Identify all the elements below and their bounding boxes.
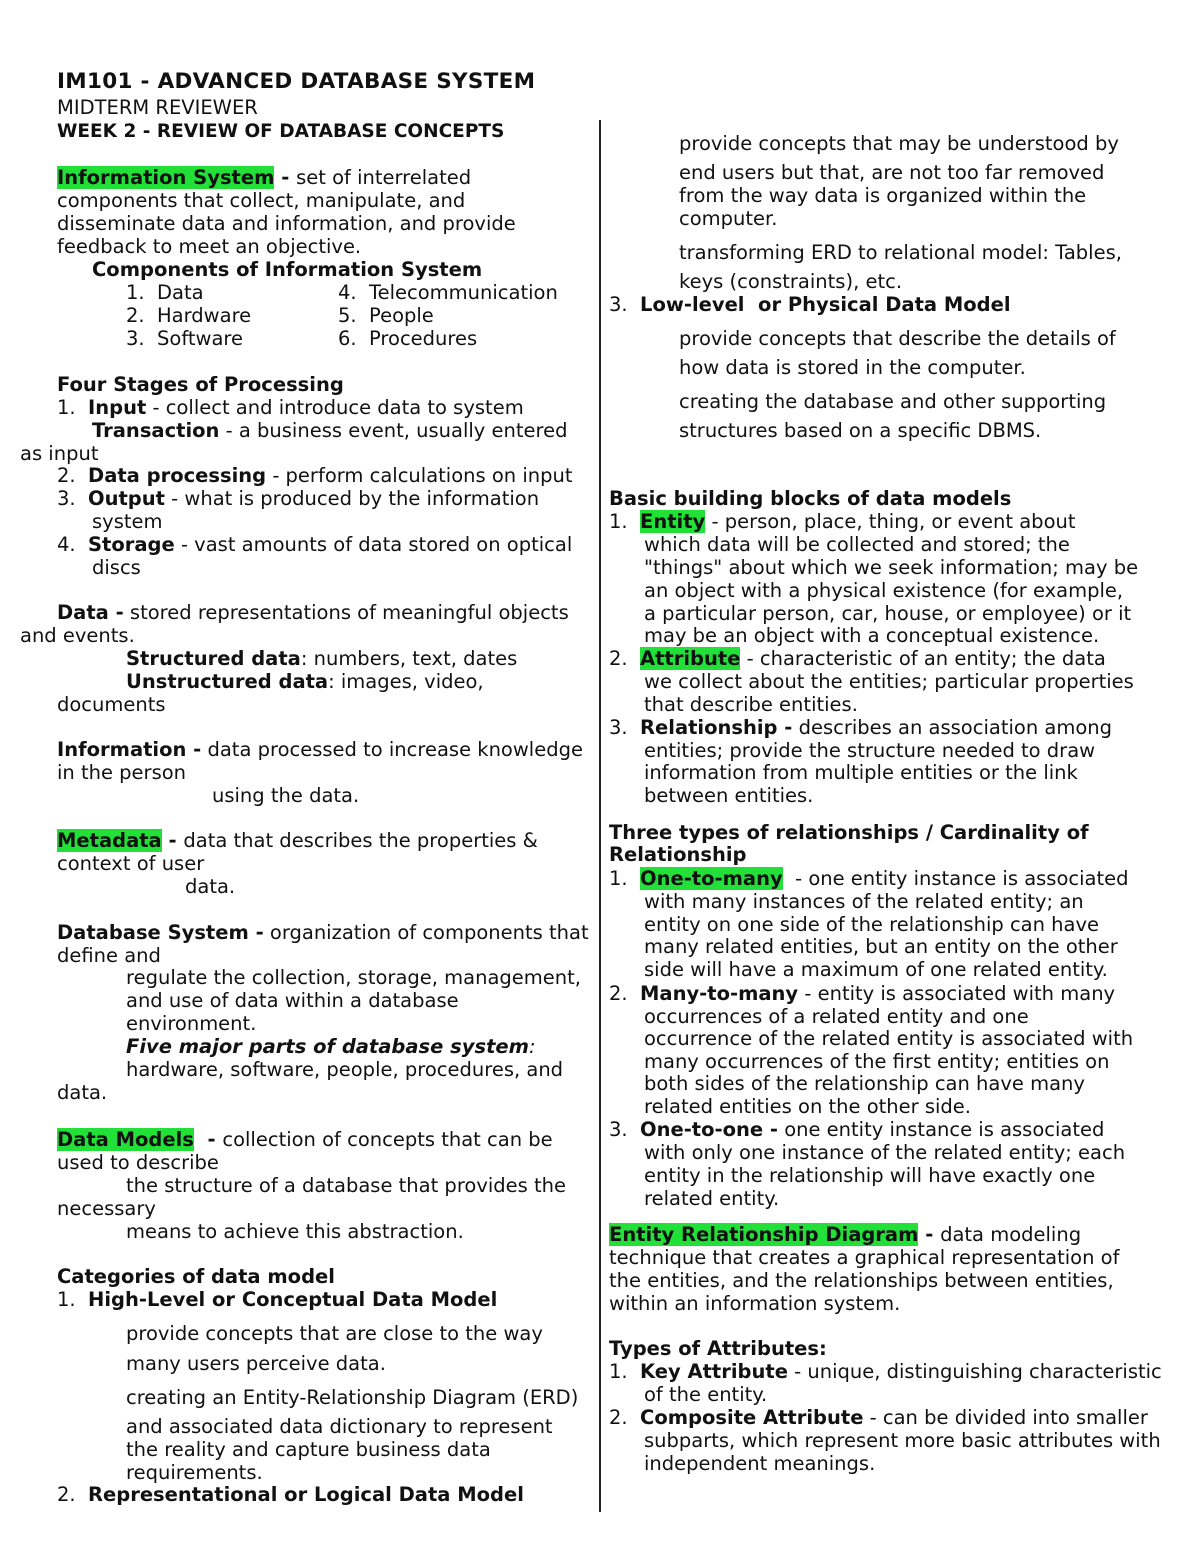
many-to-many-def-cont: both sides of the relationship can have many bbox=[644, 1072, 1085, 1095]
stage-transaction: Transaction - a business event, usually entered bbox=[92, 419, 568, 442]
data-models-term: Data Models bbox=[57, 1128, 194, 1151]
logical-line6: keys (constraints), etc. bbox=[679, 270, 903, 293]
logical-line5: transforming ERD to relational model: Tables, bbox=[679, 241, 1122, 264]
physical-line2: how data is stored in the computer. bbox=[679, 356, 1026, 379]
component-item: 5. People bbox=[338, 304, 434, 327]
conceptual-line5: the reality and capture business data bbox=[126, 1438, 491, 1461]
erd-def: Entity Relationship Diagram - data modeling bbox=[609, 1223, 1082, 1246]
category-conceptual: 1. High-Level or Conceptual Data Model bbox=[57, 1288, 498, 1311]
one-to-one-def-cont: related entity. bbox=[644, 1187, 780, 1210]
information-def-cont2: using the data. bbox=[212, 784, 360, 807]
metadata-def: Metadata - data that describes the properties & bbox=[57, 829, 538, 852]
database-system-def-cont4: environment. bbox=[126, 1012, 257, 1035]
entity-def-cont: may be an object with a conceptual existence. bbox=[644, 624, 1100, 647]
relationship-def-cont: entities; provide the structure needed to draw bbox=[644, 739, 1096, 762]
entity-term: Entity bbox=[640, 510, 706, 533]
conceptual-line6: requirements. bbox=[126, 1461, 263, 1484]
stage-input: 1. Input - collect and introduce data to system bbox=[57, 396, 524, 419]
one-to-many-term: One-to-many bbox=[640, 867, 783, 890]
info-system-line1: Information System - set of interrelated bbox=[57, 166, 472, 189]
relationship-def: 3. Relationship - describes an association among bbox=[609, 716, 1112, 739]
composite-attribute-def: 2. Composite Attribute - can be divided into smaller bbox=[609, 1406, 1148, 1429]
information-def: Information - data processed to increase knowledge bbox=[57, 738, 583, 761]
data-models-def-cont2: the structure of a database that provides the bbox=[126, 1174, 567, 1197]
attribute-term: Attribute bbox=[640, 647, 741, 670]
doc-subtitle: MIDTERM REVIEWER bbox=[57, 96, 258, 119]
database-system-def-cont: define and bbox=[57, 944, 161, 967]
component-item: 1. Data bbox=[126, 281, 204, 304]
attribute-def: 2. Attribute - characteristic of an entity; the data bbox=[609, 647, 1106, 670]
database-system-def-cont3: and use of data within a database bbox=[126, 989, 459, 1012]
database-system-def-cont2: regulate the collection, storage, management, bbox=[126, 966, 581, 989]
information-def-cont: in the person bbox=[57, 761, 187, 784]
five-parts-list: hardware, software, people, procedures, and bbox=[126, 1058, 564, 1081]
structured-data: Structured data: numbers, text, dates bbox=[126, 647, 518, 670]
stage-storage-cont: discs bbox=[92, 556, 141, 579]
one-to-one-def-cont: with only one instance of the related entity; each bbox=[644, 1141, 1126, 1164]
attribute-types-heading: Types of Attributes: bbox=[609, 1337, 827, 1360]
conceptual-line1: provide concepts that are close to the way bbox=[126, 1322, 543, 1345]
attribute-def-cont: we collect about the entities; particular properties bbox=[644, 670, 1134, 693]
category-logical: 2. Representational or Logical Data Model bbox=[57, 1483, 524, 1506]
info-system-line3: disseminate data and information, and provide bbox=[57, 212, 516, 235]
attribute-def-cont: that describe entities. bbox=[644, 693, 858, 716]
data-def: Data - stored representations of meaningful objects bbox=[57, 601, 569, 624]
data-models-def: Data Models - collection of concepts that can be bbox=[57, 1128, 553, 1151]
one-to-many-def-cont: with many instances of the related entity; an bbox=[644, 890, 1084, 913]
component-item: 3. Software bbox=[126, 327, 243, 350]
info-system-line4: feedback to meet an objective. bbox=[57, 235, 362, 258]
erd-def-cont: technique that creates a graphical representation of bbox=[609, 1246, 1120, 1269]
one-to-one-def: 3. One-to-one - one entity instance is associated bbox=[609, 1118, 1105, 1141]
building-blocks-heading: Basic building blocks of data models bbox=[609, 487, 1012, 510]
unstructured-data: Unstructured data: images, video, bbox=[126, 670, 484, 693]
component-item: 6. Procedures bbox=[338, 327, 478, 350]
relationship-types-heading-cont: Relationship bbox=[609, 843, 747, 866]
one-to-many-def-cont: many related entities, but an entity on the other bbox=[644, 935, 1118, 958]
data-models-def-cont4: means to achieve this abstraction. bbox=[126, 1220, 464, 1243]
components-heading: Components of Information System bbox=[92, 258, 483, 281]
physical-line4: structures based on a specific DBMS. bbox=[679, 419, 1042, 442]
logical-line3: from the way data is organized within the bbox=[679, 184, 1087, 207]
component-item: 2. Hardware bbox=[126, 304, 252, 327]
conceptual-line4: and associated data dictionary to represent bbox=[126, 1415, 553, 1438]
stage-transaction-cont: as input bbox=[20, 442, 99, 465]
entity-def-cont: an object with a physical existence (for example, bbox=[644, 579, 1124, 602]
data-models-def-cont3: necessary bbox=[57, 1197, 156, 1220]
unstructured-data-cont: documents bbox=[57, 693, 166, 716]
entity-def-cont: which data will be collected and stored; the bbox=[644, 533, 1070, 556]
many-to-many-def-cont: occurrence of the related entity is associated with bbox=[644, 1027, 1134, 1050]
stage-processing: 2. Data processing - perform calculations on input bbox=[57, 464, 573, 487]
column-divider bbox=[599, 120, 601, 1512]
conceptual-line3: creating an Entity-Relationship Diagram (ERD) bbox=[126, 1386, 579, 1409]
composite-attribute-def-cont: independent meanings. bbox=[644, 1452, 876, 1475]
relationship-types-heading: Three types of relationships / Cardinality of bbox=[609, 821, 1089, 844]
erd-def-cont: within an information system. bbox=[609, 1292, 901, 1315]
stage-storage: 4. Storage - vast amounts of data stored on optical bbox=[57, 533, 573, 556]
many-to-many-def: 2. Many-to-many - entity is associated with many bbox=[609, 982, 1116, 1005]
data-models-def-cont: used to describe bbox=[57, 1151, 219, 1174]
category-physical: 3. Low-level or Physical Data Model bbox=[609, 293, 1011, 316]
logical-line2: end users but that, are not too far removed bbox=[679, 161, 1105, 184]
entity-def-cont: "things" about which we seek information; may be bbox=[644, 556, 1139, 579]
metadata-def-cont: context of user bbox=[57, 852, 205, 875]
many-to-many-def-cont: occurrences of a related entity and one bbox=[644, 1005, 1029, 1028]
five-parts-heading: Five major parts of database system: bbox=[126, 1035, 536, 1058]
info-system-term: Information System bbox=[57, 166, 275, 189]
data-def-cont: and events. bbox=[20, 624, 135, 647]
five-parts-list-cont: data. bbox=[57, 1081, 108, 1104]
info-system-line2: components that collect, manipulate, and bbox=[57, 189, 466, 212]
conceptual-line2: many users perceive data. bbox=[126, 1352, 386, 1375]
many-to-many-def-cont: related entities on the other side. bbox=[644, 1095, 971, 1118]
logical-line4: computer. bbox=[679, 207, 778, 230]
many-to-many-def-cont: many occurrences of the first entity; entities on bbox=[644, 1050, 1110, 1073]
erd-term: Entity Relationship Diagram bbox=[609, 1223, 919, 1246]
stage-output-cont: system bbox=[92, 510, 163, 533]
logical-line1: provide concepts that may be understood by bbox=[679, 132, 1119, 155]
relationship-def-cont: information from multiple entities or the link bbox=[644, 761, 1078, 784]
metadata-term: Metadata bbox=[57, 829, 162, 852]
physical-line1: provide concepts that describe the details of bbox=[679, 327, 1116, 350]
key-attribute-def-cont: of the entity. bbox=[644, 1383, 768, 1406]
categories-heading: Categories of data model bbox=[57, 1265, 335, 1288]
week-heading: WEEK 2 - REVIEW OF DATABASE CONCEPTS bbox=[57, 121, 505, 142]
one-to-many-def-cont: entity on one side of the relationship can have bbox=[644, 913, 1100, 936]
stages-heading: Four Stages of Processing bbox=[57, 373, 344, 396]
entity-def: 1. Entity - person, place, thing, or event about bbox=[609, 510, 1076, 533]
doc-title: IM101 - ADVANCED DATABASE SYSTEM bbox=[57, 69, 536, 94]
key-attribute-def: 1. Key Attribute - unique, distinguishing characteristic bbox=[609, 1360, 1162, 1383]
composite-attribute-def-cont: subparts, which represent more basic attributes with bbox=[644, 1429, 1161, 1452]
one-to-many-def: 1. One-to-many - one entity instance is associated bbox=[609, 867, 1129, 890]
relationship-def-cont: between entities. bbox=[644, 784, 814, 807]
one-to-one-def-cont: entity in the relationship will have exactly one bbox=[644, 1164, 1096, 1187]
erd-def-cont: the entities, and the relationships between entities, bbox=[609, 1269, 1114, 1292]
metadata-def-cont2: data. bbox=[185, 875, 236, 898]
stage-output: 3. Output - what is produced by the information bbox=[57, 487, 540, 510]
component-item: 4. Telecommunication bbox=[338, 281, 558, 304]
entity-def-cont: a particular person, car, house, or employee) or it bbox=[644, 602, 1132, 625]
one-to-many-def-cont: side will have a maximum of one related entity. bbox=[644, 958, 1108, 981]
database-system-def: Database System - organization of components that bbox=[57, 921, 589, 944]
physical-line3: creating the database and other supporting bbox=[679, 390, 1107, 413]
